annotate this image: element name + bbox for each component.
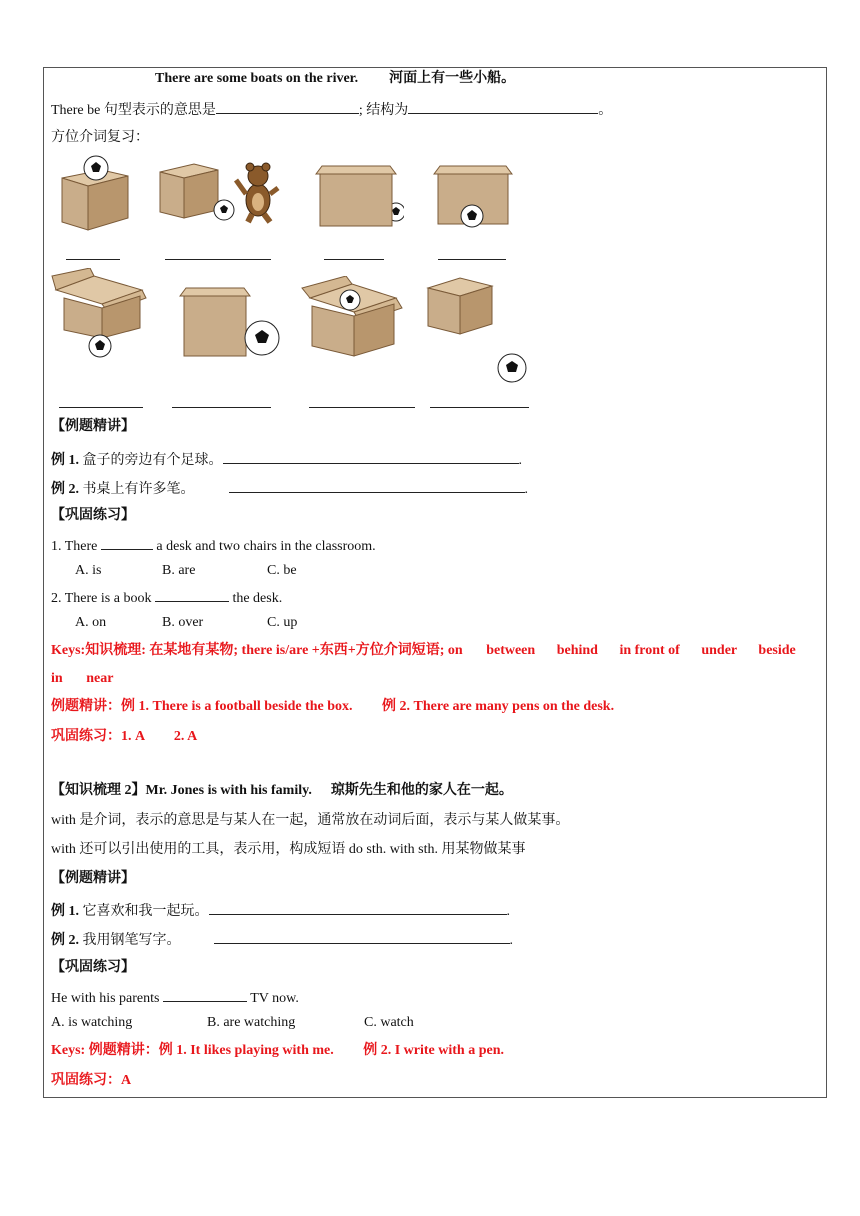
question-1 xyxy=(51,536,376,556)
keys-text: under xyxy=(701,643,737,658)
answer-blank[interactable] xyxy=(165,259,271,260)
example-item xyxy=(51,930,513,950)
keys-line-3 xyxy=(51,698,821,716)
option-a[interactable]: A. is xyxy=(75,563,102,578)
ball-in-open-box-image xyxy=(300,276,404,360)
option-c[interactable]: C. up xyxy=(267,615,298,630)
example-end: . xyxy=(524,482,528,497)
answer-blank[interactable] xyxy=(59,407,143,408)
ball-beside-box-image xyxy=(178,282,288,360)
knowledge-text: with 还可以引出使用的工具，表示用，构成短语 do sth. with sth. 用某物做某事 xyxy=(51,842,526,857)
examples-header: 【例题精讲】 xyxy=(51,419,135,434)
ball-near-box-image xyxy=(426,274,534,384)
example-text: 书桌上有许多笔。 xyxy=(82,482,195,497)
keys-text: behind xyxy=(556,643,598,658)
keys-line-5 xyxy=(51,1042,821,1060)
option-b[interactable]: B. are watching xyxy=(207,1015,296,1030)
box-with-ball-on-top-image xyxy=(56,152,136,234)
option-c[interactable]: C. be xyxy=(267,563,297,578)
keys-text: beside xyxy=(758,643,796,658)
keys-line-1 xyxy=(51,642,821,660)
keys-text: Keys: 例题精讲：例 1. It likes playing with me. xyxy=(51,1043,334,1058)
keys-line-6: 巩固练习：A xyxy=(51,1073,132,1088)
example-number: 例 1. xyxy=(51,904,79,919)
ball-behind-box-image xyxy=(312,160,404,230)
question-stem: the desk. xyxy=(232,591,283,606)
example-number: 例 2. xyxy=(51,933,79,948)
therebe-mid: ; 结构为 xyxy=(358,103,409,118)
ball-under-open-box-image xyxy=(50,268,150,358)
example-text: 盒子的旁边有个足球。 xyxy=(82,453,223,468)
question-stem: TV now. xyxy=(250,991,299,1006)
keys-text: 例 2. There are many pens on the desk. xyxy=(382,699,615,714)
example-end: . xyxy=(518,453,522,468)
example-number: 例 2. xyxy=(51,482,79,497)
keys-text: 巩固练习：1. A xyxy=(51,729,145,744)
answer-blank[interactable] xyxy=(438,259,506,260)
box-beside-bear-image xyxy=(158,158,284,224)
example-text: 我用钢笔写字。 xyxy=(82,933,181,948)
option-a[interactable]: A. on xyxy=(75,615,107,630)
ball-in-front-of-box-image xyxy=(430,160,518,230)
question-stem: He with his parents xyxy=(51,991,160,1006)
option-a[interactable]: A. is watching xyxy=(51,1015,133,1030)
keys-text: in xyxy=(51,671,63,686)
answer-blank[interactable] xyxy=(101,536,153,550)
therebe-end: 。 xyxy=(598,103,613,118)
option-c[interactable]: C. watch xyxy=(364,1015,414,1030)
answer-blank[interactable] xyxy=(229,479,525,493)
practice-header: 【巩固练习】 xyxy=(51,960,135,975)
therebe-question xyxy=(51,100,612,120)
top-sentence-cn: 河面上有一些小船。 xyxy=(389,71,516,86)
option-b[interactable]: B. over xyxy=(162,615,204,630)
option-b[interactable]: B. are xyxy=(162,563,196,578)
answer-blank[interactable] xyxy=(172,407,271,408)
knowledge-2-header xyxy=(51,782,513,800)
knowledge-header-en: 【知识梳理 2】Mr. Jones is with his family. xyxy=(51,783,312,798)
keys-text: Keys:知识梳理: 在某地有某物; there is/are +东西+方位介词短语; on xyxy=(51,643,463,658)
answer-blank[interactable] xyxy=(216,100,359,114)
question-stem: 2. There is a book xyxy=(51,591,152,606)
knowledge-header-cn: 琼斯先生和他的家人在一起。 xyxy=(330,783,513,798)
top-sentence xyxy=(155,70,515,88)
keys-line-2 xyxy=(51,670,821,688)
knowledge-text: with 是介词，表示的意思是与某人在一起，通常放在动词后面，表示与某人做某事。 xyxy=(51,813,570,828)
therebe-prefix: There be 句型表示的意思是 xyxy=(51,103,216,118)
answer-blank[interactable] xyxy=(408,100,598,114)
keys-text: in front of xyxy=(619,643,680,658)
examples-header: 【例题精讲】 xyxy=(51,871,135,886)
question-stem: 1. There xyxy=(51,539,98,554)
answer-blank[interactable] xyxy=(155,588,229,602)
example-number: 例 1. xyxy=(51,453,79,468)
keys-text: 2. A xyxy=(173,729,198,744)
example-end: . xyxy=(506,904,510,919)
example-item xyxy=(51,450,522,470)
example-item xyxy=(51,479,528,499)
answer-blank[interactable] xyxy=(324,259,384,260)
review-title: 方位介词复习： xyxy=(51,130,149,145)
keys-text: between xyxy=(486,643,536,658)
keys-text: 例题精讲：例 1. There is a football beside the box. xyxy=(51,699,353,714)
answer-blank[interactable] xyxy=(223,450,519,464)
example-end: . xyxy=(509,933,513,948)
answer-blank[interactable] xyxy=(430,407,529,408)
keys-line-4 xyxy=(51,728,821,746)
answer-blank[interactable] xyxy=(214,930,510,944)
example-item xyxy=(51,901,510,921)
question-3 xyxy=(51,988,299,1008)
answer-blank[interactable] xyxy=(66,259,120,260)
top-sentence-en: There are some boats on the river. xyxy=(155,71,359,86)
keys-text: 例 2. I write with a pen. xyxy=(363,1043,505,1058)
question-2 xyxy=(51,588,282,608)
practice-header: 【巩固练习】 xyxy=(51,508,135,523)
keys-text: near xyxy=(86,671,114,686)
example-text: 它喜欢和我一起玩。 xyxy=(82,904,209,919)
answer-blank[interactable] xyxy=(163,988,247,1002)
question-stem: a desk and two chairs in the classroom. xyxy=(156,539,376,554)
answer-blank[interactable] xyxy=(309,407,415,408)
answer-blank[interactable] xyxy=(209,901,507,915)
